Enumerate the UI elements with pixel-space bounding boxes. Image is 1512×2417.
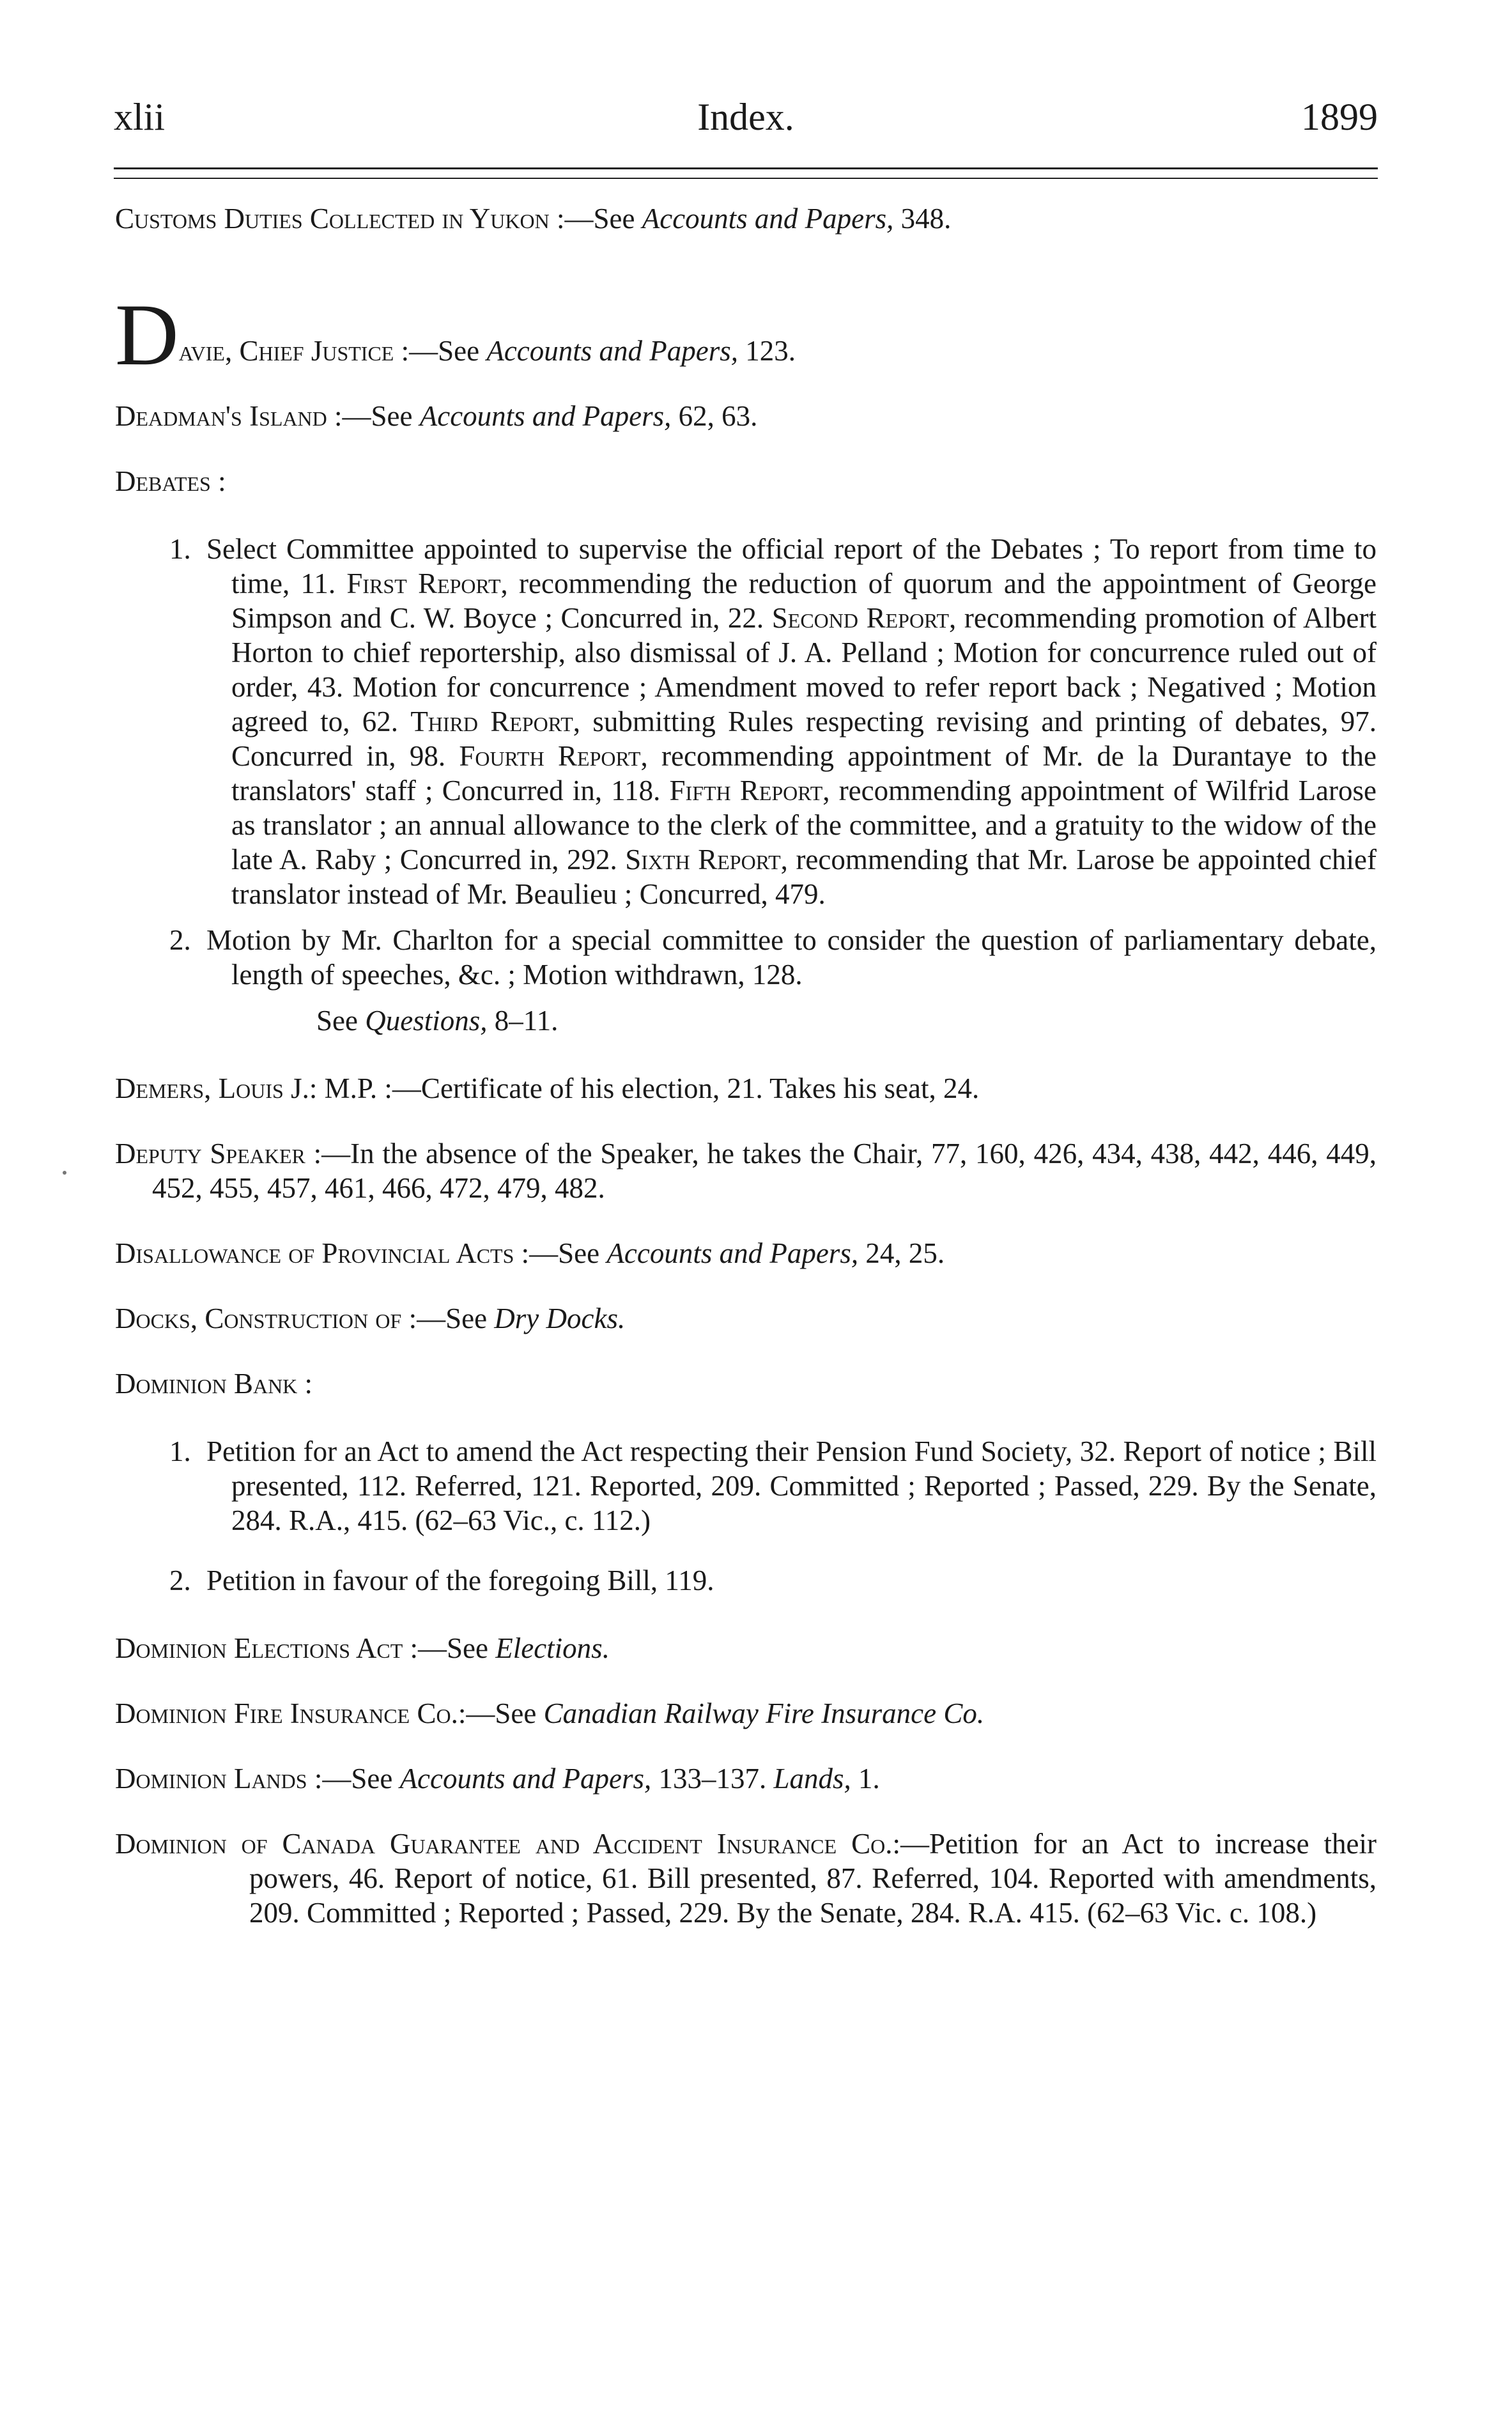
margin-speck — [63, 1171, 66, 1175]
entry-debates-heading: Debates : — [115, 465, 226, 497]
entry-dominion-bank-heading: Dominion Bank : — [115, 1368, 313, 1400]
debates-item-2: 2. Motion by Mr. Charlton for a special committee to consider the question of parliamentary debate, length of speeches, &c. ; Motion withdrawn, 128. — [169, 924, 1377, 991]
entry-dominion-guarantee: Dominion of Canada Guarantee and Accident Insurance Co.:—Petition for an Act to increase their powers, 46. Report of notice, 61. Bill presented, 87. Referred, 104. Reported with amendments, 209. Committed ; Reported ; Passed, 229. By the Senate, 284. R.A. 415. (62–63 Vic. c. 108.) — [115, 1828, 1377, 1929]
dominion-bank-item-2: 2. Petition in favour of the foregoing Bill, 119. — [169, 1564, 714, 1596]
drop-cap: D — [115, 286, 179, 383]
header-rule-top — [114, 167, 1378, 169]
page-year: 1899 — [1301, 96, 1378, 138]
debates-see-also: See Questions, 8–11. — [316, 1005, 559, 1037]
entry-deadman: Deadman's Island :—See Accounts and Papers, 62, 63. — [115, 400, 758, 432]
entry-dominion-lands: Dominion Lands :—See Accounts and Papers, 133–137. Lands, 1. — [115, 1763, 880, 1795]
entry-dominion-fire: Dominion Fire Insurance Co.:—See Canadian Railway Fire Insurance Co. — [115, 1697, 985, 1729]
entry-disallowance: Disallowance of Provincial Acts :—See Accounts and Papers, 24, 25. — [115, 1237, 945, 1269]
page-header — [114, 88, 1378, 146]
dominion-bank-item-1: 1. Petition for an Act to amend the Act respecting their Pension Fund Society, 32. Report of notice ; Bill presented, 112. Referred, 121. Reported, 209. Committed ; Reported ; Passed, 229. By the Senate, 284. R.A., 415. (62–63 Vic., c. 112.) — [169, 1435, 1377, 1536]
entry-dominion-elections: Dominion Elections Act :—See Elections. — [115, 1632, 610, 1664]
debates-item-1: 1. Select Committee appointed to supervise the official report of the Debates ; To report from time to time, 11. First Report, recommending the reduction of quorum and the appointment of George Simpson and C. W. Boyce ; Concurred in, 22. Second Report, recommending promotion of Albert Horton to chief reportership, also dismissal of J. A. Pelland ; Motion for concurrence ruled out of order, 43. Motion for concurrence ; Amendment moved to refer report back ; Negatived ; Motion agreed to, 62. Third Report, submitting Rules respecting revising and printing of debates, 97. Concurred in, 98. Fourth Report, recommending appointment of Mr. de la Durantaye to the translators' staff ; Concurred in, 118. Fifth Report, recommending appointment of Wilfrid Larose as translator ; an annual allowance to the clerk of the committee, and a gratuity to the widow of the late A. Raby ; Concurred in, 292. Sixth Report, recommending that Mr. Larose be appointed chief translator instead of Mr. Beaulieu ; Concurred, 479. — [169, 533, 1377, 910]
page-title: Index. — [697, 96, 794, 138]
entry-demers: Demers, Louis J.: M.P. :—Certificate of his election, 21. Takes his seat, 24. — [115, 1072, 980, 1104]
page-number: xlii — [114, 96, 166, 138]
entry-docks: Docks, Construction of :—See Dry Docks. — [115, 1302, 626, 1334]
entry-deputy-speaker: Deputy Speaker :—In the absence of the Speaker, he takes the Chair, 77, 160, 426, 434, 438, 442, 446, 449, 452, 455, 457, 461, 466, 472, 479, 482. — [115, 1138, 1377, 1204]
header-rule-bottom — [114, 178, 1378, 179]
index-content — [115, 201, 1377, 1961]
entry-davie: Davie, Chief Justice :—See Accounts and Papers, 123. — [115, 286, 796, 383]
entry-customs: Customs Duties Collected in Yukon :—See Accounts and Papers, 348. — [115, 203, 952, 235]
